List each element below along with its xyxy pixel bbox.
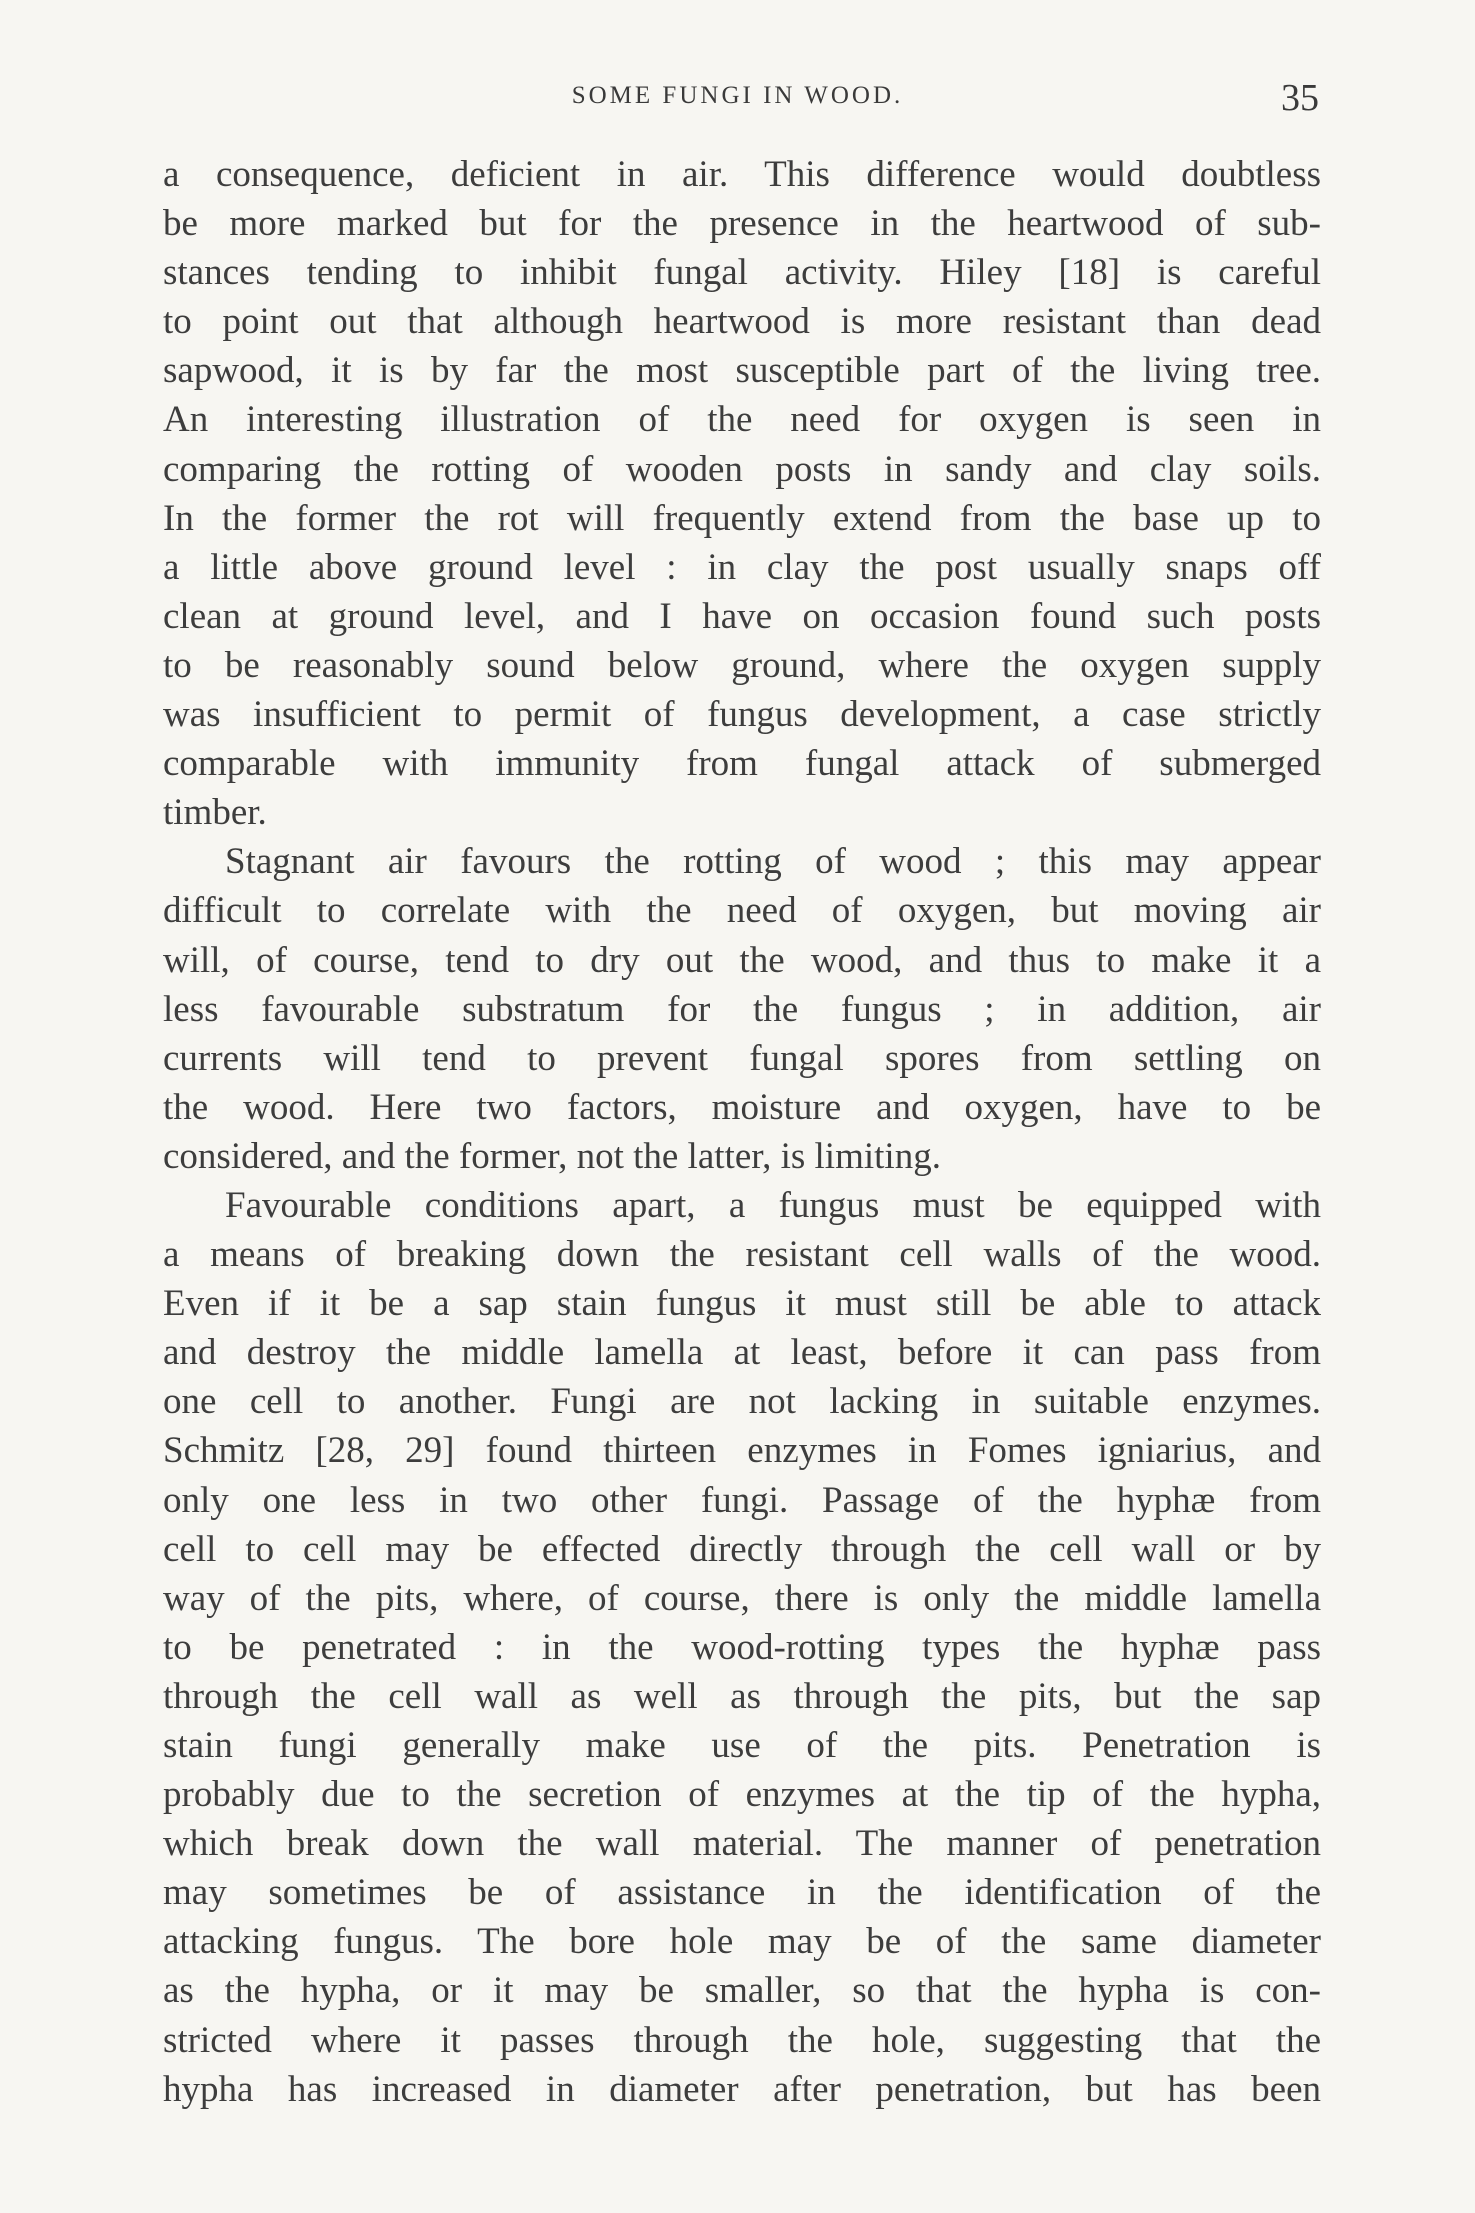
text-line: attacking fungus. The bore hole may be of the same diameter [163,1921,1321,1963]
text-line: and destroy the middle lamella at least, before it can pass from [163,1332,1321,1374]
text-line: as the hypha, or it may be smaller, so that the hypha is con- [163,1970,1321,2012]
text-line: which break down the wall material. The manner of penetration [163,1823,1321,1865]
text-line: comparable with immunity from fungal attack of submerged [163,743,1321,785]
text-line: stricted where it passes through the hole, suggesting that the [163,2019,1321,2061]
text-line: to point out that although heartwood is more resistant than dead [163,301,1321,343]
text-line: hypha has increased in diameter after penetration, but has been [163,2068,1321,2110]
text-line: comparing the rotting of wooden posts in sandy and clay soils. [163,448,1321,490]
text-line: was insufficient to permit of fungus development, a case strictly [163,694,1321,736]
running-head [0,76,1475,119]
page-number: 35 [1281,77,1319,119]
text-line: clean at ground level, and I have on occasion found such posts [163,595,1321,637]
text-line: currents will tend to prevent fungal spores from settling on [163,1037,1321,1079]
paragraph-2 [163,837,1321,1181]
text-line: less favourable substratum for the fungus ; in addition, air [163,988,1321,1030]
paragraph-3 [163,1181,1321,2114]
text-line: difficult to correlate with the need of oxygen, but moving air [163,890,1321,932]
text-line: stances tending to inhibit fungal activity. Hiley [18] is careful [163,252,1321,294]
text-line: one cell to another. Fungi are not lacking in suitable enzymes. [163,1381,1321,1423]
text-line: An interesting illustration of the need for oxygen is seen in [163,399,1321,441]
text-line: be more marked but for the presence in the heartwood of sub- [163,203,1321,245]
text-line: In the former the rot will frequently extend from the base up to [163,497,1321,539]
text-line: a consequence, deficient in air. This difference would doubtless [163,154,1321,195]
text-line: a little above ground level : in clay the post usually snaps off [163,546,1321,588]
text-line: Favourable conditions apart, a fungus must be equipped with [225,1184,1321,1226]
text-line: Stagnant air favours the rotting of wood ; this may appear [225,841,1321,883]
text-line: to be penetrated : in the wood-rotting types the hyphæ pass [163,1626,1321,1668]
text-line: stain fungi generally make use of the pits. Penetration is [163,1725,1321,1766]
running-title: SOME FUNGI IN WOOD. [571,82,904,109]
text-line: to be reasonably sound below ground, where the oxygen supply [163,644,1321,686]
text-line: the wood. Here two factors, moisture and oxygen, have to be [163,1086,1321,1128]
text-line: sapwood, it is by far the most susceptible part of the living tree. [163,350,1321,392]
text-line: cell to cell may be effected directly through the cell wall or by [163,1528,1321,1570]
body-text [163,150,1321,2114]
text-line: a means of breaking down the resistant cell walls of the wood. [163,1234,1321,1276]
text-line: timber. [163,792,267,834]
text-line: probably due to the secretion of enzymes at the tip of the hypha, [163,1774,1321,1816]
text-line: will, of course, tend to dry out the wood, and thus to make it a [163,939,1321,981]
text-line: may sometimes be of assistance in the identification of the [163,1872,1321,1914]
text-line: Even if it be a sap stain fungus it must still be able to attack [163,1283,1321,1325]
text-line: way of the pits, where, of course, there is only the middle lamella [163,1577,1321,1619]
text-line: considered, and the former, not the latter, is limiting. [163,1135,941,1177]
paragraph-1 [163,150,1321,837]
text-line: through the cell wall as well as through the pits, but the sap [163,1675,1321,1717]
text-line: only one less in two other fungi. Passage of the hyphæ from [163,1479,1321,1521]
text-line: Schmitz [28, 29] found thirteen enzymes in Fomes igniarius, and [163,1430,1321,1472]
